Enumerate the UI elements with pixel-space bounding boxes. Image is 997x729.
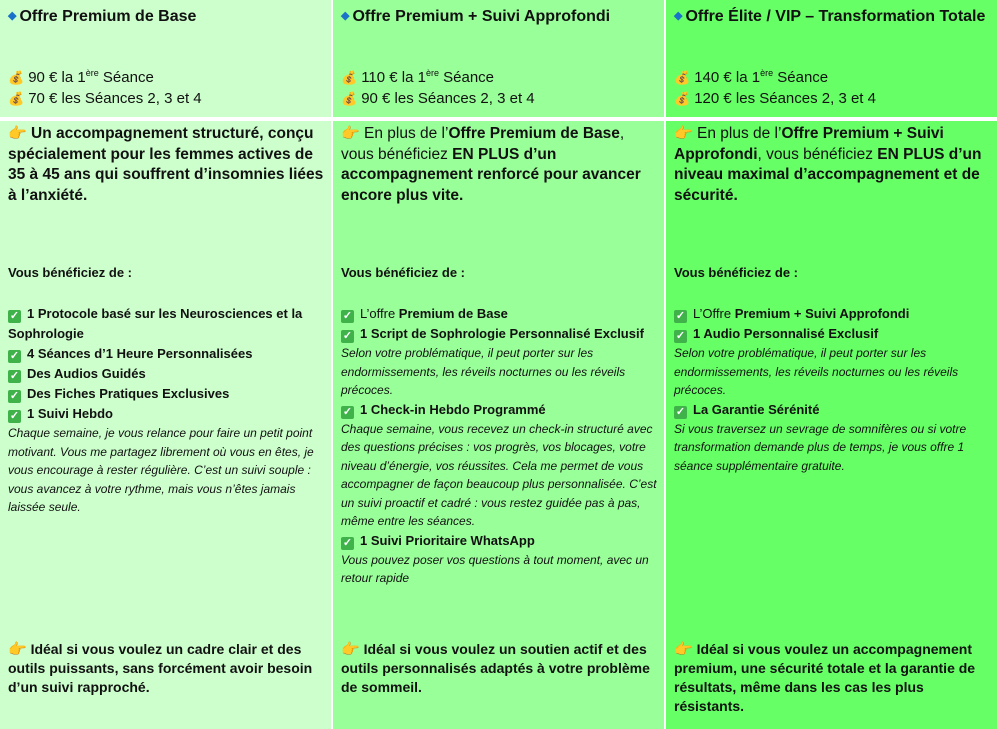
offer-column-premium xyxy=(333,0,664,729)
ideal-for: 👉 Idéal si vous voulez un accompagnement premium, une sécurité totale et la garantie de résultats, même dans les cas les plus résistants. xyxy=(674,641,976,714)
offer-prices xyxy=(8,63,202,109)
money-bag-icon: 💰 xyxy=(341,70,358,85)
checkmark-icon: ✓ xyxy=(342,330,353,342)
checkmark-icon: ✓ xyxy=(9,310,20,322)
feature-note: Selon votre problématique, il peut porter sur les endormissements, les réveils nocturnes ou les réveils précoces. xyxy=(674,346,959,397)
pointing-hand-icon: 👉 xyxy=(341,641,360,658)
pointing-hand-icon: 👉 xyxy=(8,125,27,142)
divider xyxy=(666,117,997,121)
ideal-for: 👉 Idéal si vous voulez un cadre clair et des outils puissants, sans forcément avoir besoin d’un suivi rapproché. xyxy=(8,641,313,695)
checkmark-icon: ✓ xyxy=(9,390,20,402)
price-following-sessions: 💰 120 € les Séances 2, 3 et 4 xyxy=(674,90,876,107)
checkmark-icon: ✓ xyxy=(342,405,353,418)
feature-item: ✓ L’offre Premium de Base xyxy=(342,306,508,322)
feature-item: ✓ La Garantie Sérénité xyxy=(675,401,820,418)
offer-intro: 👉 Un accompagnement structuré, conçu spécialement pour les femmes actives de 35 à 45 ans qui souffrent d’insomnies liées à l’anxiété. xyxy=(8,125,324,204)
feature-item: ✓ L’Offre Premium + Suivi Approfondi xyxy=(675,306,910,322)
divider xyxy=(333,117,664,121)
offer-header xyxy=(674,6,991,27)
pointing-hand-icon: 👉 xyxy=(341,125,360,142)
feature-note: Selon votre problématique, il peut porter sur les endormissements, les réveils nocturnes ou les réveils précoces. xyxy=(341,346,626,397)
bullet-diamond-icon: ◆ xyxy=(674,10,683,22)
price-first-session: 💰 90 € la 1ère Séance xyxy=(8,68,154,86)
money-bag-icon: 💰 xyxy=(341,91,358,106)
pointing-hand-icon: 👉 xyxy=(674,641,693,658)
feature-note: Chaque semaine, vous recevez un check-in structuré avec des questions précises : vos progrès, vos blocages, votre niveau d’énergie, vos réussites. Cela me permet de vous accompagner de façon beaucoup plus personnalisée. C’est un suivi proactif et cadré : vous restez guidée pas à pas, même entre les séances. xyxy=(341,421,657,528)
bullet-diamond-icon: ◆ xyxy=(8,10,17,22)
checkmark-icon: ✓ xyxy=(9,370,20,382)
feature-note: Vous pouvez poser vos questions à tout moment, avec un retour rapide xyxy=(341,552,649,585)
checkmark-icon: ✓ xyxy=(342,536,353,549)
price-following-sessions: 💰 90 € les Séances 2, 3 et 4 xyxy=(341,90,535,107)
offer-prices xyxy=(341,63,535,109)
checkmark-icon: ✓ xyxy=(675,405,686,418)
feature-item: ✓ 1 Protocole basé sur les Neurosciences et la Sophrologie xyxy=(8,306,303,341)
price-first-session: 💰 110 € la 1ère Séance xyxy=(341,68,495,86)
offer-header xyxy=(341,6,658,27)
feature-item: ✓ 4 Séances d’1 Heure Personnalisées xyxy=(9,346,253,362)
price-following-sessions: 💰 70 € les Séances 2, 3 et 4 xyxy=(8,90,202,107)
money-bag-icon: 💰 xyxy=(8,70,25,85)
price-first-session: 💰 140 € la 1ère Séance xyxy=(674,68,829,86)
bullet-diamond-icon: ◆ xyxy=(341,10,350,22)
feature-note: Chaque semaine, je vous relance pour faire un petit point motivant. Vous me partagez librement où vous en êtes, je vous encourage à rester régulière. C’est un suivi souple : vous avancez à votre rythme, mais vous n’êtes jamais laissée seule. xyxy=(8,426,314,514)
pointing-hand-icon: 👉 xyxy=(674,125,693,142)
offer-title: ◆ Offre Élite / VIP – Transformation Totale xyxy=(674,8,986,25)
offer-header xyxy=(8,6,325,27)
checkmark-icon: ✓ xyxy=(9,410,20,422)
feature-item: ✓ 1 Script de Sophrologie Personnalisé Exclusif xyxy=(342,326,644,342)
feature-list xyxy=(341,304,658,588)
checkmark-icon: ✓ xyxy=(675,310,686,322)
pointing-hand-icon: 👉 xyxy=(8,641,27,658)
benefits-heading: Vous bénéficiez de : xyxy=(674,265,799,280)
feature-item: ✓ Des Fiches Pratiques Exclusives xyxy=(9,386,230,402)
offer-column-base xyxy=(0,0,331,729)
divider xyxy=(0,117,331,121)
feature-list xyxy=(8,304,325,517)
checkmark-icon: ✓ xyxy=(342,310,353,322)
feature-list xyxy=(674,304,991,475)
checkmark-icon: ✓ xyxy=(9,350,20,362)
feature-item: ✓ 1 Check-in Hebdo Programmé xyxy=(342,401,546,418)
offer-prices xyxy=(674,63,876,109)
offer-intro: 👉 En plus de l’Offre Premium + Suivi Approfondi, vous bénéficiez EN PLUS d’un niveau maximal d’accompagnement et de sécurité. xyxy=(674,125,982,204)
feature-item: ✓ 1 Suivi Prioritaire WhatsApp xyxy=(342,532,535,549)
benefits-heading: Vous bénéficiez de : xyxy=(8,265,133,280)
feature-note: Si vous traversez un sevrage de somnifères ou si votre transformation demande plus de temps, je vous offre 1 séance supplémentaire gratuite. xyxy=(674,421,967,473)
offer-title: ◆ Offre Premium + Suivi Approfondi xyxy=(341,8,611,25)
ideal-for: 👉 Idéal si vous voulez un soutien actif et des outils personnalisés adaptés à votre problème de sommeil. xyxy=(341,641,650,695)
offer-intro: 👉 En plus de l’Offre Premium de Base, vous bénéficiez EN PLUS d’un accompagnement renforcé pour avancer encore plus vite. xyxy=(341,125,641,204)
feature-item: ✓ 1 Audio Personnalisé Exclusif xyxy=(675,326,879,342)
feature-item: ✓ 1 Suivi Hebdo xyxy=(9,406,113,422)
money-bag-icon: 💰 xyxy=(674,70,691,85)
money-bag-icon: 💰 xyxy=(8,91,25,106)
feature-item: ✓ Des Audios Guidés xyxy=(9,366,146,382)
offer-title: ◆ Offre Premium de Base xyxy=(8,8,197,25)
money-bag-icon: 💰 xyxy=(674,91,691,106)
benefits-heading: Vous bénéficiez de : xyxy=(341,265,466,280)
checkmark-icon: ✓ xyxy=(675,330,686,342)
offer-column-elite xyxy=(666,0,997,729)
